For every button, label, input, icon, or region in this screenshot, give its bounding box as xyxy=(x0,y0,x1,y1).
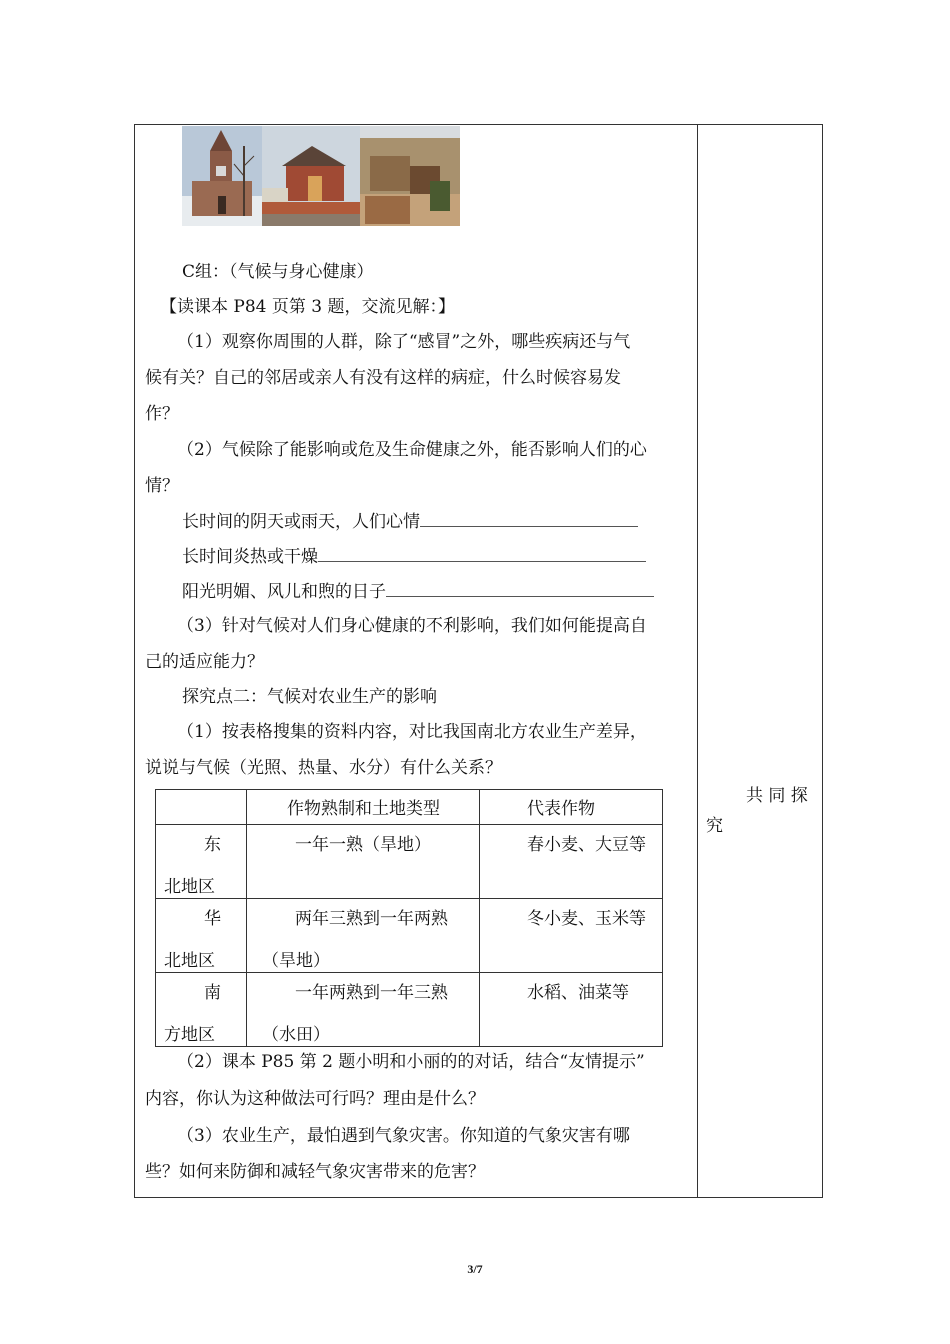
c-question-1-line-2: 候有关？自己的邻居或亲人有没有这样的病症，什么时候容易发 xyxy=(145,368,621,388)
system-text-a: 两年三熟到一年两熟 xyxy=(295,909,448,929)
table-row xyxy=(156,825,663,899)
c-question-1-line-3: 作？ xyxy=(145,404,179,424)
region-cell xyxy=(156,973,247,1047)
p2-question-3-line-2: 些？如何来防御和减轻气象灾害带来的危害？ xyxy=(145,1162,485,1182)
p2-question-1-line-2: 说说与气候（光照、热量、水分）有什么关系？ xyxy=(145,758,502,778)
region-text-b: 北地区 xyxy=(164,951,215,971)
column-divider xyxy=(697,124,698,1198)
side-column-line-2: 究 xyxy=(706,816,723,836)
reading-instruction: 【读课本 P84 页第 3 题，交流见解：】 xyxy=(160,297,456,317)
system-text-b xyxy=(247,855,479,872)
region-text-a: 华 xyxy=(204,909,221,929)
table-header-row xyxy=(156,790,663,825)
fill-blank-2-line[interactable] xyxy=(318,546,646,562)
fill-blank-3-line[interactable] xyxy=(386,581,654,597)
cave-dwelling-photo xyxy=(360,126,460,226)
table-header-system-text: 作物熟制和土地类型 xyxy=(287,799,440,819)
c-question-1-line-1: （1）观察你周围的人群，除了“感冒”之外，哪些疾病还与气 xyxy=(177,332,631,352)
p2-question-2-line-2: 内容，你认为这种做法可行吗？理由是什么？ xyxy=(145,1089,485,1109)
table-row xyxy=(156,899,663,973)
fill-blank-1 xyxy=(182,511,638,532)
fill-blank-1-label: 长时间的阴天或雨天，人们心情 xyxy=(182,512,420,532)
agriculture-table xyxy=(155,789,663,1047)
region-text-b: 北地区 xyxy=(164,877,215,897)
table-header-crops-text: 代表作物 xyxy=(527,799,595,819)
system-text-a: 一年两熟到一年三熟 xyxy=(295,983,448,1003)
section-c-heading: C组：（气候与身心健康） xyxy=(182,262,374,282)
side-column-label xyxy=(706,781,816,841)
region-cell xyxy=(156,899,247,973)
system-text-b: （旱地） xyxy=(262,951,330,971)
c-question-2-line-1: （2）气候除了能影响或危及生命健康之外，能否影响人们的心 xyxy=(177,440,647,460)
region-text-a: 南 xyxy=(204,983,221,1003)
crops-text: 冬小麦、玉米等 xyxy=(527,909,646,929)
point-2-heading: 探究点二：气候对农业生产的影响 xyxy=(182,687,437,707)
fill-blank-2 xyxy=(182,546,646,567)
c-question-3-line-2: 己的适应能力？ xyxy=(145,652,264,672)
photo-strip xyxy=(182,126,460,226)
region-cell xyxy=(156,825,247,899)
table-header-empty xyxy=(156,790,247,825)
fill-blank-2-label: 长时间炎热或干燥 xyxy=(182,547,318,567)
c-question-2-line-2: 情？ xyxy=(145,476,179,496)
p2-question-2-line-1: （2）课本 P85 第 2 题小明和小丽的的对话，结合“友情提示” xyxy=(177,1052,645,1072)
fill-blank-3 xyxy=(182,581,654,602)
side-column-line-1: 共 同 探 xyxy=(746,786,808,806)
temple-photo xyxy=(262,126,360,226)
region-text-b: 方地区 xyxy=(164,1025,215,1045)
system-cell xyxy=(247,899,480,973)
p2-question-3-line-1: （3）农业生产，最怕遇到气象灾害。你知道的气象灾害有哪 xyxy=(177,1126,630,1146)
crops-text: 水稻、油菜等 xyxy=(527,983,629,1003)
c-question-3-line-1: （3）针对气候对人们身心健康的不利影响，我们如何能提高自 xyxy=(177,616,647,636)
system-cell xyxy=(247,825,480,899)
crops-cell xyxy=(480,825,663,899)
table-header-system xyxy=(247,790,480,825)
p2-question-1-line-1: （1）按表格搜集的资料内容，对比我国南北方农业生产差异， xyxy=(177,722,647,742)
table-row xyxy=(156,973,663,1047)
system-text-a: 一年一熟（旱地） xyxy=(295,835,431,855)
church-photo xyxy=(182,126,262,226)
system-cell xyxy=(247,973,480,1047)
system-text-b: （水田） xyxy=(262,1025,330,1045)
fill-blank-3-label: 阳光明媚、风儿和煦的日子 xyxy=(182,582,386,602)
crops-cell xyxy=(480,899,663,973)
table-header-crops xyxy=(480,790,663,825)
crops-cell xyxy=(480,973,663,1047)
page-number: 3/7 xyxy=(467,1262,483,1276)
fill-blank-1-line[interactable] xyxy=(420,511,638,527)
crops-text: 春小麦、大豆等 xyxy=(527,835,646,855)
region-text-a: 东 xyxy=(204,835,221,855)
